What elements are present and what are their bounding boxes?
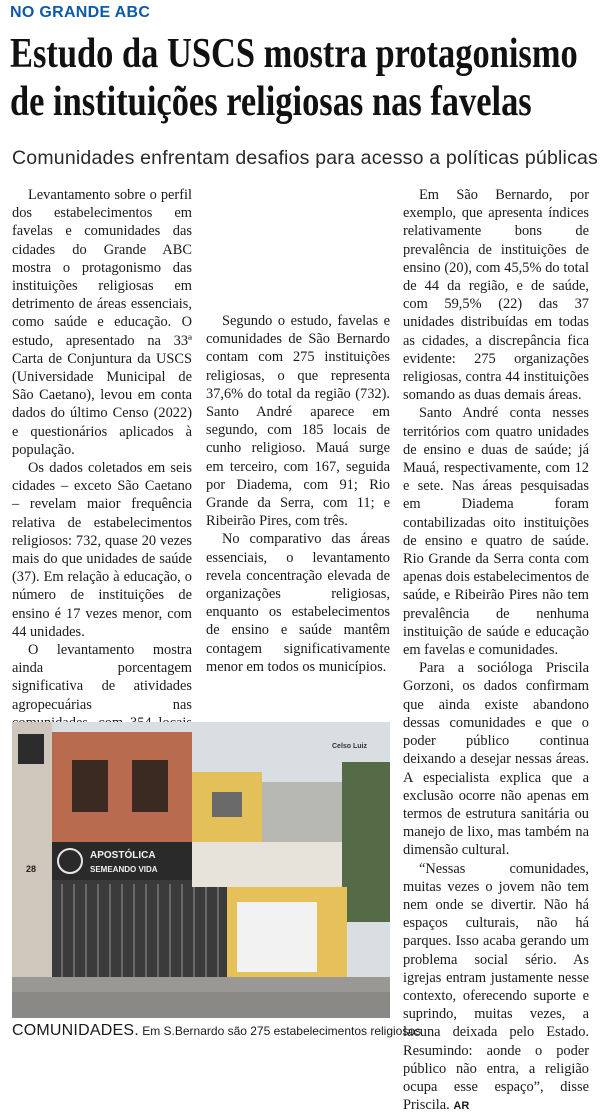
headline-line-2: de instituições religiosas nas favelas (10, 79, 532, 125)
paragraph: No comparativo das áreas essenciais, o levantamento revela concentração elevada de organizações religiosas, enquanto os estabelecimentos de ensino e saúde mantêm contagem significativamente menor em todos os municípios. (206, 531, 390, 675)
paragraph: Santo André conta nesses territórios com quatro unidades de ensino e duas de saúde; já Mauá, respectivamente, com 12 e sete. Nas áreas pesquisadas em Diadema foram contabilizadas oito instituições de ensino e quatro de saúde. Rio Grande da Serra conta com apenas dois estabelecimentos de saúde, e Ribeirão Pires não tem prevalência de nenhuma instituição de saúde e educação em favelas e comunidades. (403, 405, 589, 659)
paragraph: O levantamento mostra ainda porcentagem significativa de atividades agropecuárias nas (12, 642, 192, 713)
article-column-3 (403, 186, 589, 1115)
author-signature: AR (453, 1100, 470, 1113)
section-label: NO GRANDE ABC (10, 4, 151, 21)
article-photo (12, 722, 390, 1018)
paragraph: Levantamento sobre o perfil dos estabelecimentos em favelas e comunidades das cidades do Grande ABC mostra o protagonismo das instituições religiosas em detrimento de áreas essenciais, como saúde e educação. O estudo, apresentado na 33ª Carta de Conjuntura da USCS (Universidade Municipal de São Caetano), levou em conta dados do último Censo (2022) e questionários aplicados à população. (12, 187, 192, 458)
photo-caption (12, 1022, 422, 1040)
paragraph: Para a socióloga Priscila Gorzoni, os dados confirmam que ainda existe abandono dessas comunidades e que o poder público continua deixando a desejar nessas áreas. A especialista explica que a exclusão ocorre não apenas em termos de estrutura sanitária ou manejo de lixo, mas também na dimensão cultural. (403, 660, 589, 859)
article-column-2 (206, 312, 390, 676)
paragraph: Segundo o estudo, favelas e comunidades de São Bernardo contam com 275 instituições religiosas, o que representa 37,6% do total da região (732). Santo André aparece em segundo, com 185 locais de cunho religioso. Mauá surge em terceiro, com 167, seguida por Diadema, com 91; Rio Grande da Serra, com 11; e Ribeirão Pires, com três. (206, 313, 390, 530)
church-sign-line-2: SEMEANDO VIDA (90, 865, 158, 874)
photo-credit: Celso Luiz (332, 743, 368, 750)
subheadline: Comunidades enfrentam desafios para acesso a políticas públicas (12, 147, 599, 169)
house-number: 28 (26, 864, 37, 874)
caption-text: Em S.Bernardo são 275 estabelecimentos religiosos (142, 1024, 422, 1038)
paragraph: Em São Bernardo, por exemplo, que apresenta índices relativamente bons de prevalência de instituições de ensino (20), com 45,5% do total de 44 da região, e de saúde, com 59,5% (22) das 37 unidades distribuídas em todas as cidades, a discrepância fica evidente: 275 organizações religiosas, contra 44 instituições somando as duas demais áreas. (403, 187, 589, 404)
street-scene-illustration (12, 722, 390, 1018)
headline (10, 30, 578, 126)
headline-line-1: Estudo da USCS mostra protagonismo (10, 31, 578, 77)
quote: “Nessas comunidades, muitas vezes o jovem não tem nem onde se divertir. Não há espaços culturais, não há parques. Isso acaba gerando um problema social sério. As igrejas entram justamente nesse contexto, oferecendo suporte e suprindo, muitas vezes, a lacuna deixada pelo Estado. Resumindo: aonde o poder público não entra, a religião ocupa esse espaço”, disse Priscila. (403, 860, 589, 1114)
paragraph (403, 860, 589, 1115)
paragraph: Os dados coletados em seis cidades – exceto São Caetano – revelam maior frequência relativa de estabelecimentos religiosos: 732, quase 20 vezes mais do que unidades de saúde (37). Em relação à educação, o número de instituições de ensino é 17 vezes menor, com 44 unidades. (12, 460, 192, 640)
caption-lead: COMUNIDADES. (12, 1022, 139, 1039)
church-sign-line-1: APOSTÓLICA (90, 850, 156, 861)
